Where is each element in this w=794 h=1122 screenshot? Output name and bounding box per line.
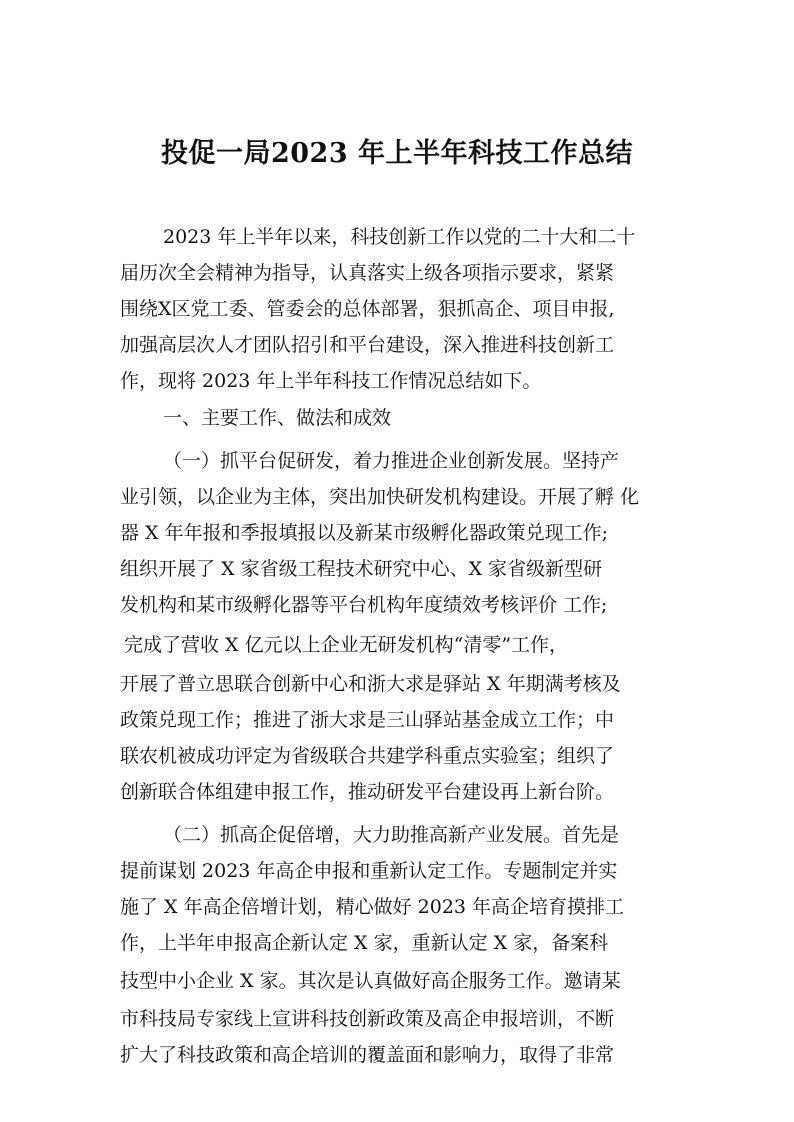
paragraph-line: 完成了营收 X 亿元以上企业无研发机构“清零”工作， bbox=[124, 634, 569, 656]
paragraph-line: 业引领，以企业为主体，突出加快研发机构建设。开展了孵 化 bbox=[120, 486, 640, 508]
section-heading: 一、主要工作、做法和成效 bbox=[163, 407, 392, 429]
paragraph-line: 施了 X 年高企倍增计划，精心做好 2023 年高企培育摸排工 bbox=[120, 896, 625, 918]
paragraph-line: 技型中小企业 X 家。其次是认真做好高企服务工作。邀请某 bbox=[120, 970, 621, 992]
paragraph-line: 2023 年上半年以来，科技创新工作以党的二十大和二十 bbox=[163, 226, 636, 248]
paragraph-line: （一）抓平台促研发，着力推进企业创新发展。坚持产 bbox=[163, 450, 620, 472]
paragraph-line: 组织开展了 X 家省级工程技术研究中心、X 家省级新型研 bbox=[120, 558, 603, 580]
paragraph-line: （二）抓高企促倍增，大力助推高新产业发展。首先是 bbox=[163, 824, 620, 846]
paragraph-line: 开展了普立思联合创新中心和浙大求是驿站 X 年期满考核及 bbox=[120, 673, 621, 695]
paragraph-line: 政策兑现工作；推进了浙大求是三山驿站基金成立工作；中 bbox=[120, 709, 615, 731]
paragraph-line: 器 X 年年报和季报填报以及新某市级孵化器政策兑现工作; bbox=[120, 522, 609, 544]
paragraph-line: 市科技局专家线上宣讲科技创新政策及高企申报培训，不断 bbox=[120, 1008, 615, 1030]
paragraph-line: 创新联合体组建申报工作，推动研发平台建设再上新台阶。 bbox=[120, 781, 615, 803]
paragraph-line: 作，现将 2023 年上半年科技工作情况总结如下。 bbox=[120, 370, 542, 392]
document-title: 投促一局2023 年上半年科技工作总结 bbox=[160, 138, 634, 169]
paragraph-line: 届历次全会精神为指导，认真落实上级各项指示要求，紧紧 bbox=[120, 262, 615, 284]
paragraph-line: 加强高层次人才团队招引和平台建设，深入推进科技创新工 bbox=[120, 334, 615, 356]
paragraph-line: 提前谋划 2023 年高企申报和重新认定工作。专题制定并实 bbox=[120, 860, 618, 882]
paragraph-line: 联农机被成功评定为省级联合共建学科重点实验室；组织了 bbox=[120, 745, 615, 767]
paragraph-line: 扩大了科技政策和高企培训的覆盖面和影响力，取得了非常 bbox=[120, 1044, 615, 1066]
paragraph-line: 发机构和某市级孵化器等平台机构年度绩效考核评价 工作; bbox=[120, 594, 608, 616]
paragraph-line: 作，上半年申报高企新认定 X 家，重新认定 X 家，备案科 bbox=[120, 932, 609, 954]
paragraph-line: 围绕X区党工委、管委会的总体部署，狠抓高企、项目申报, bbox=[120, 298, 615, 320]
